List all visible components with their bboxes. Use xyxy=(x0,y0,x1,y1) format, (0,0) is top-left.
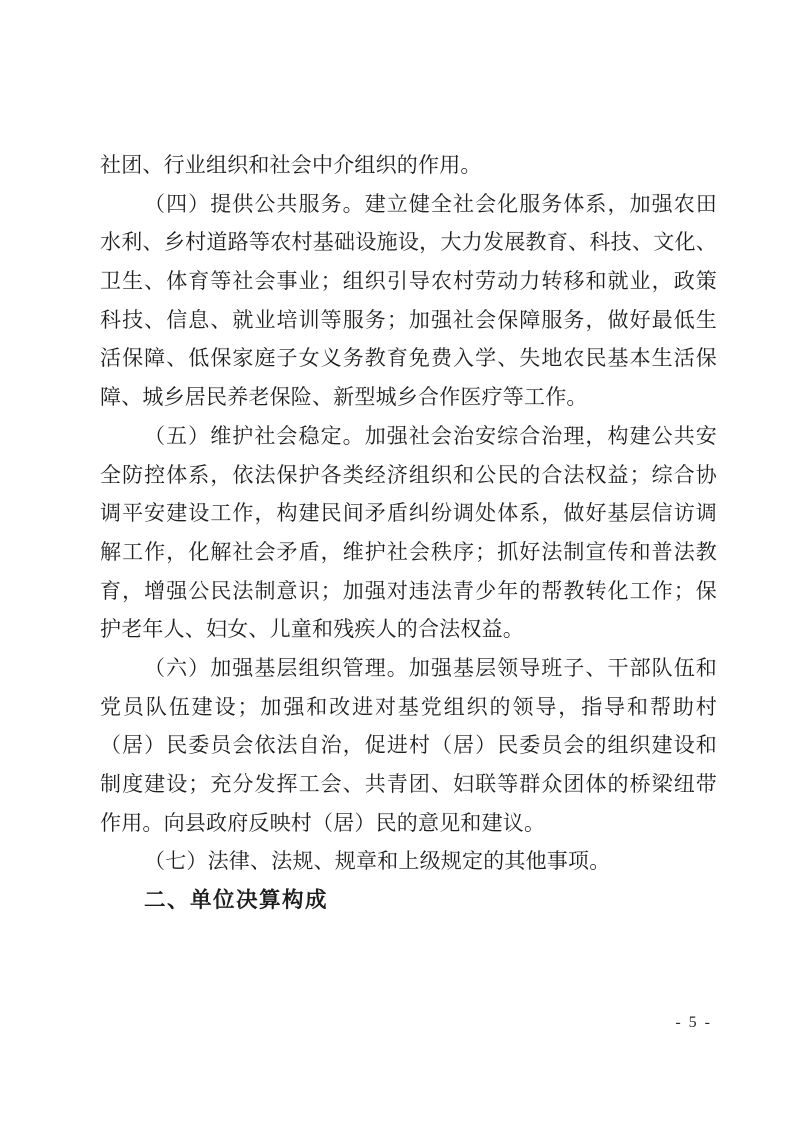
text-line: 障、城乡居民养老保险、新型城乡合作医疗等工作。 xyxy=(100,385,588,410)
section-heading xyxy=(100,881,717,920)
text-line: （五）维护社会稳定。加强社会治安综合治理，构建公共安 xyxy=(144,423,717,448)
text-line: （七）法律、法规、规章和上级规定的其他事项。 xyxy=(144,849,611,874)
text-line: （居）民委员会依法自治，促进村（居）民委员会的组织建设和 xyxy=(100,733,717,758)
paragraph-item-6 xyxy=(100,649,717,842)
text-line: 护老年人、妇女、儿童和残疾人的合法权益。 xyxy=(100,617,524,642)
paragraph-item-4 xyxy=(100,185,717,417)
text-line: 卫生、体育等社会事业；组织引导农村劳动力转移和就业，政策 xyxy=(100,269,717,294)
text-line: 作用。向县政府反映村（居）民的意见和建议。 xyxy=(100,810,546,835)
text-line: 全防控体系，依法保护各类经济组织和公民的合法权益；综合协 xyxy=(100,462,717,487)
text-line: 制度建设；充分发挥工会、共青团、妇联等群众团体的桥梁纽带 xyxy=(100,772,717,796)
paragraph-continuation xyxy=(100,146,717,185)
text-line: （四）提供公共服务。建立健全社会化服务体系，加强农田 xyxy=(144,191,717,216)
text-line: 解工作，化解社会矛盾，维护社会秩序；抓好法制宣传和普法教 xyxy=(100,539,717,564)
page-number: - 5 - xyxy=(675,1014,712,1031)
text-line: （六）加强基层组织管理。加强基层领导班子、干部队伍和 xyxy=(144,655,717,680)
text-line: 调平安建设工作，构建民间矛盾纠纷调处体系，做好基层信访调 xyxy=(100,501,717,526)
text-line: 党员队伍建设；加强和改进对基党组织的领导，指导和帮助村 xyxy=(100,694,717,719)
text-line: 水利、乡村道路等农村基础设施设，大力发展教育、科技、文化、 xyxy=(100,230,717,255)
paragraph-item-7 xyxy=(100,842,717,881)
text-line: 育，增强公民法制意识；加强对违法青少年的帮教转化工作；保 xyxy=(100,578,717,603)
section-heading-text: 二、单位决算构成 xyxy=(144,888,329,913)
text-line: 社团、行业组织和社会中介组织的作用。 xyxy=(100,153,482,177)
text-line: 科技、信息、就业培训等服务；加强社会保障服务，做好最低生 xyxy=(100,307,717,332)
document-body xyxy=(100,146,717,920)
text-line: 活保障、低保家庭子女义务教育免费入学、失地农民基本生活保 xyxy=(100,346,717,371)
paragraph-item-5 xyxy=(100,417,717,649)
